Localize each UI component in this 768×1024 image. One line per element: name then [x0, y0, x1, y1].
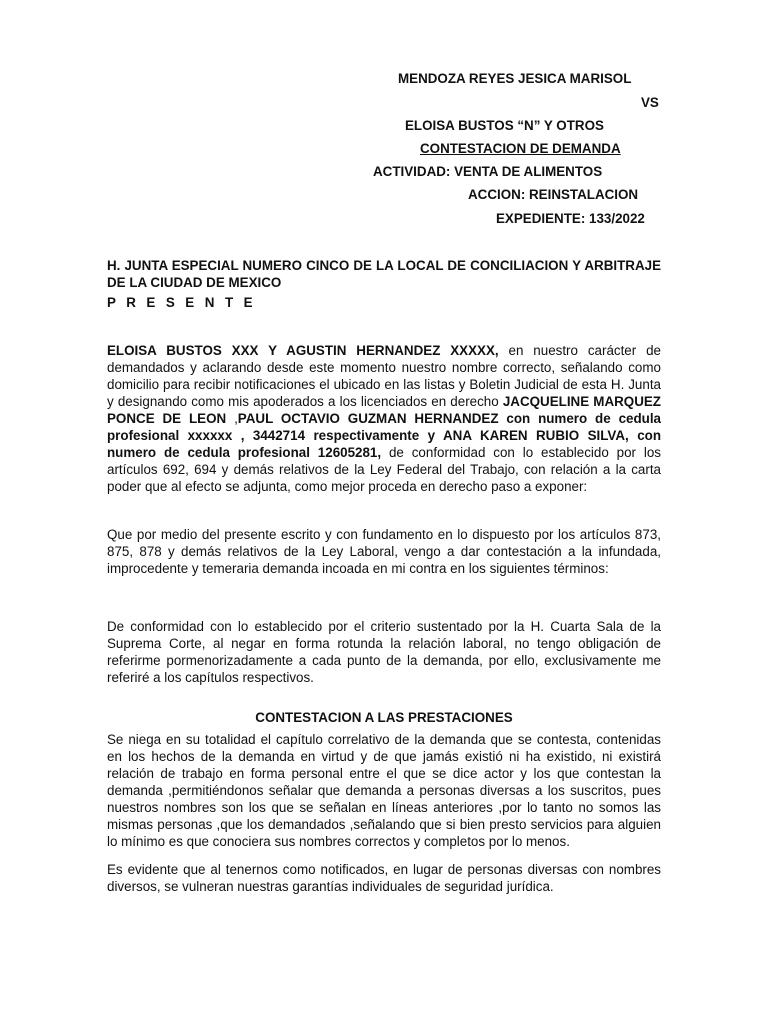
section-heading: CONTESTACION A LAS PRESTACIONES: [255, 710, 513, 725]
intro-text-3: de conformidad con lo establecido por los artículos 692, 694 y demás relativos de la Ley Federal del Trabajo, con relación a la carta poder que al efecto se adjunta, como mejor proceda en derecho paso a exponer:: [107, 445, 661, 494]
intro-paragraph: [107, 342, 661, 495]
attorneys-bold: PAUL OCTAVIO GUZMAN HERNANDEZ con numero de cedula profesional xxxxxx , 3442714 respectivamente y ANA KAREN RUBIO SILVA, con numero de cedula profesional 12605281,: [107, 411, 661, 460]
paragraph-criterio: De conformidad con lo establecido por el criterio sustentado por la H. Cuarta Sala de la Suprema Corte, al negar en forma rotunda la relación laboral, no tengo obligación de referirme pormenorizadamente a cada punto de la demanda, por ello, exclusivamente me referiré a los capítulos respectivos.: [107, 619, 661, 685]
defendants-bold: ELOISA BUSTOS XXX Y AGUSTIN HERNANDEZ XXXXX,: [107, 343, 499, 358]
attorney-1-bold: JACQUELINE MARQUEZ PONCE DE LEON: [107, 394, 661, 426]
paragraph-prestaciones: Se niega en su totalidad el capítulo correlativo de la demanda que se contesta, contenidas en los hechos de la demanda en virtud y de que jamás existió ni ha existido, ni existirá relación de trabajo en forma personal entre el que se dice actor y los que contestan la demanda ,permitiéndonos señalar que demanda a personas diversas a los suscritos, pues nuestros nombres son los que se señalan en líneas anteriores ,por lo tanto no somos las mismas personas ,que los demandados ,señalando que si bien presto servicios para alguien lo mínimo es que conociera sus nombres correctos y completos por lo menos.: [107, 732, 661, 849]
action-line: ACCION: REINSTALACION: [468, 187, 639, 202]
intro-text-1: en nuestro carácter de demandados y aclarando desde este momento nuestro nombre correcto, señalando como domicilio para recibir notificaciones el ubicado en las listas y Boletin Judicial de esta H. Junta y designando como mis apoderados a los licenciados en derecho: [107, 343, 661, 409]
presente-line: P R E S E N T E: [107, 295, 256, 310]
plaintiff-name: MENDOZA REYES JESICA MARISOL: [398, 71, 632, 86]
document-type: CONTESTACION DE DEMANDA: [420, 141, 621, 156]
versus-label: VS: [641, 95, 659, 110]
defendant-names: ELOISA BUSTOS “N” Y OTROS: [405, 118, 604, 133]
case-number: EXPEDIENTE: 133/2022: [496, 211, 645, 226]
intro-text-2: ,: [226, 411, 238, 426]
addressee-title: H. JUNTA ESPECIAL NUMERO CINCO DE LA LOCAL DE CONCILIACION Y ARBITRAJE DE LA CIUDAD DE MEXICO: [107, 258, 661, 290]
activity-line: ACTIVIDAD: VENTA DE ALIMENTOS: [373, 164, 603, 179]
paragraph-evidente: Es evidente que al tenernos como notificados, en lugar de personas diversas con nombres diversos, se vulneran nuestras garantías individuales de seguridad jurídica.: [107, 862, 661, 894]
paragraph-fundamento: Que por medio del presente escrito y con fundamento en lo dispuesto por los artículos 873, 875, 878 y demás relativos de la Ley Laboral, vengo a dar contestación a la infundada, improcedente y temeraria demanda incoada en mi contra en los siguientes términos:: [107, 527, 661, 576]
